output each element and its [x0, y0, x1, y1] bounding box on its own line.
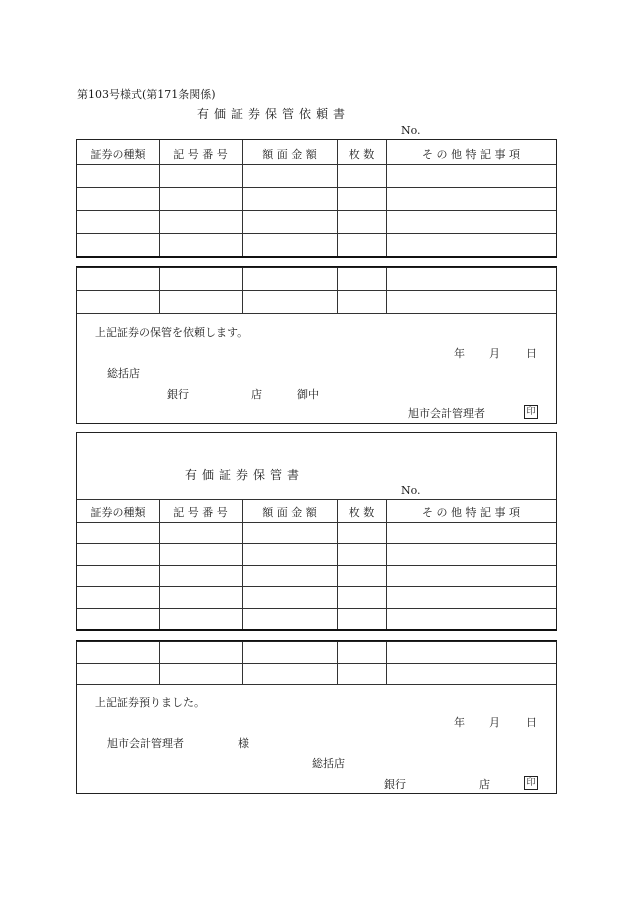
row-divider [77, 522, 556, 523]
column-divider [386, 268, 387, 314]
header-quantity: 枚 数 [348, 506, 375, 519]
certificate-date-day: 日 [526, 716, 537, 729]
certificate-table-top [76, 432, 557, 631]
header-security-type: 証券の種類 [90, 506, 146, 519]
row-divider [77, 290, 556, 291]
request-head-office: 総括店 [107, 367, 140, 380]
header-quantity: 枚 数 [348, 148, 375, 161]
header-security-type: 証券の種類 [90, 148, 146, 161]
wavy-break-line [76, 256, 557, 258]
certificate-date-month: 月 [489, 716, 500, 729]
certificate-date-year: 年 [454, 716, 465, 729]
column-divider [242, 642, 243, 685]
request-statement: 上記証券の保管を依頼します。 [95, 326, 249, 339]
certificate-head-office: 総括店 [312, 757, 345, 770]
row-divider [77, 663, 556, 664]
certificate-branch: 店 [479, 778, 490, 791]
column-divider [337, 642, 338, 685]
row-divider [77, 543, 556, 544]
certificate-seal: 印 [524, 776, 538, 790]
header-serial-number: 記 号 番 号 [173, 148, 228, 161]
certificate-bank: 銀行 [384, 778, 406, 791]
certificate-addressee: 旭市会計管理者 [107, 737, 184, 750]
request-seal: 印 [524, 405, 538, 419]
request-date-month: 月 [489, 347, 500, 360]
request-table-top [76, 139, 557, 258]
request-no-label: No. [401, 124, 421, 137]
column-divider [159, 268, 160, 314]
certificate-no-label: No. [401, 484, 421, 497]
certificate-honorific: 様 [238, 737, 249, 750]
certificate-title: 有価証券保管書 [185, 468, 305, 482]
request-bank: 銀行 [167, 388, 189, 401]
header-face-value: 額 面 金 額 [262, 506, 317, 519]
row-divider [77, 187, 556, 188]
request-date-year: 年 [454, 347, 465, 360]
row-divider [77, 684, 556, 685]
wavy-break-line [76, 629, 557, 631]
request-addressee-suffix: 御中 [297, 388, 319, 401]
row-divider [77, 233, 556, 234]
request-date-day: 日 [526, 347, 537, 360]
row-divider [77, 565, 556, 566]
header-remarks: そ の 他 特 記 事 項 [422, 506, 520, 519]
header-serial-number: 記 号 番 号 [173, 506, 228, 519]
request-title: 有価証券保管依頼書 [197, 107, 351, 121]
request-signer: 旭市会計管理者 [408, 407, 485, 420]
row-divider [77, 499, 556, 500]
certificate-statement: 上記証券預りました。 [95, 696, 205, 709]
row-divider [77, 586, 556, 587]
column-divider [337, 268, 338, 314]
certificate-table-bottom [76, 641, 557, 794]
row-divider [77, 313, 556, 314]
header-remarks: そ の 他 特 記 事 項 [422, 148, 520, 161]
request-branch: 店 [251, 388, 262, 401]
header-face-value: 額 面 金 額 [262, 148, 317, 161]
row-divider [77, 210, 556, 211]
row-divider [77, 164, 556, 165]
row-divider [77, 608, 556, 609]
form-number: 第103号様式(第171条関係) [77, 88, 216, 101]
column-divider [242, 268, 243, 314]
column-divider [386, 642, 387, 685]
column-divider [159, 642, 160, 685]
